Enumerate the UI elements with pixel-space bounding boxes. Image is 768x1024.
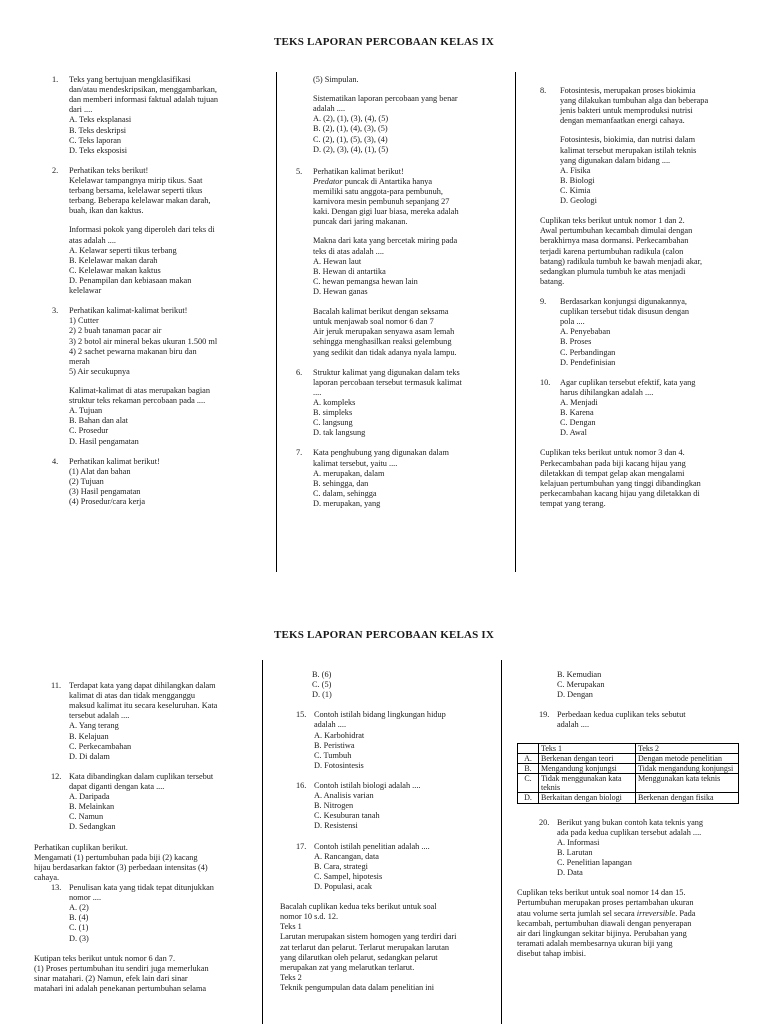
column-3: [540, 86, 740, 509]
passage-line: Teks 1: [280, 922, 302, 932]
option[interactable]: A. Teks eksplanasi: [69, 115, 132, 125]
question-4: [52, 457, 252, 508]
option[interactable]: A. Tujuan: [69, 406, 103, 416]
blank-line: [313, 227, 496, 236]
question-stem: Struktur kalimat yang digunakan dalam teks: [313, 367, 460, 377]
option[interactable]: B. Peristiwa: [314, 740, 355, 750]
question-12: [51, 772, 250, 833]
question-stem: Fotosintesis, merupakan proses biokimia: [560, 86, 696, 95]
question-stem-text: puncak di Antartika hanya: [342, 176, 433, 186]
passage: [34, 843, 250, 883]
question-2: [52, 166, 252, 296]
question-stem: Agar cuplikan tersebut efektif, kata yang: [560, 377, 696, 387]
question-number: 20.: [539, 817, 550, 827]
question-stem: [313, 177, 496, 187]
question-10: [540, 378, 740, 439]
question-stem: dengan memanfaatkan energi cahaya.: [560, 116, 685, 126]
passage-line: air dari lingkungan sekitar bijinya. Perubahan yang: [517, 928, 687, 938]
option[interactable]: C. Penelitian lapangan: [557, 858, 632, 868]
question-stem: 4) 2 sachet pewarna makanan biru dan: [69, 346, 197, 356]
option[interactable]: A. Menjadi: [560, 397, 598, 407]
question-stem: 3) 2 botol air mineral bekas ukuran 1.500 ml: [69, 336, 218, 346]
option[interactable]: B. Bahan dan alat: [69, 416, 128, 426]
question-stem: adalah ....: [313, 104, 346, 114]
passage-line: nomor 10 s.d. 12.: [280, 912, 339, 922]
option[interactable]: C. Perbandingan: [560, 347, 616, 357]
question-9: [540, 297, 740, 368]
question-17: [296, 842, 490, 893]
italic-term: irreversible: [636, 908, 676, 918]
option[interactable]: C. (1): [69, 923, 89, 933]
question-8: [540, 86, 740, 206]
option[interactable]: D. Penampilan dan kebiasaan makan: [69, 275, 192, 285]
option[interactable]: D. Resistensi: [314, 821, 358, 831]
passage-line: sinar matahari. (2) Namun, efek lain dari sinar: [34, 973, 188, 983]
option[interactable]: B. Larutan: [557, 848, 593, 857]
italic-term: Predator: [313, 176, 343, 186]
option[interactable]: B. Kelajuan: [69, 731, 109, 741]
option[interactable]: B. (4): [69, 913, 89, 923]
option[interactable]: A. Kelawar seperti tikus terbang: [69, 245, 177, 255]
option[interactable]: A. (2): [69, 903, 89, 913]
question-stem: yang dilakukan tumbuhan alga dan beberapa: [560, 96, 709, 106]
question-stem: ada pada kedua cuplikan tersebut adalah ....: [557, 827, 702, 837]
option[interactable]: A. kompleks: [313, 397, 356, 407]
question-stem: 5) Air secukupnya: [69, 366, 130, 376]
blank-line: [560, 126, 740, 135]
blank-line: [69, 377, 252, 386]
option[interactable]: A. Hewan laut: [313, 256, 362, 266]
option[interactable]: D. Geologi: [560, 196, 597, 206]
question-stem: yang digunakan dalam bidang ....: [560, 155, 671, 165]
question-number: 3.: [52, 306, 59, 316]
table-header: [518, 743, 539, 753]
table-cell: Tidak menggunakan kata teknis: [539, 774, 636, 793]
question-stem: kalimat di atas dan tidak mengganggu: [69, 691, 196, 701]
question-stem: Kata dibandingkan dalam cuplikan tersebut: [69, 771, 214, 781]
question-stem: merah: [69, 356, 90, 366]
question-number: 2.: [52, 165, 59, 175]
question-stem: Fotosintesis, biokimia, dan nutrisi dalam: [560, 135, 696, 145]
passage-line: yang dilarutkan oleh pelarut, sedangkan pelarut: [280, 952, 438, 962]
question-number: 13.: [51, 882, 62, 892]
question-stem: Contoh istilah penelitian adalah ....: [314, 841, 430, 851]
question-stem: Perhatikan kalimat berikut!: [69, 456, 160, 466]
question-stem: buah, ikan dan kaktus.: [69, 206, 144, 216]
passage-line: hijau berdasarkan faktor (3) perbedaan intensitas (4): [34, 862, 208, 872]
passage: [34, 954, 250, 994]
question-stem: jenis bakteri untuk memproduksi nutrisi: [560, 106, 693, 116]
question-stem: Teks yang bertujuan mengklasifikasi: [69, 75, 191, 84]
question-14-continued: [280, 670, 490, 700]
column-divider: [276, 72, 277, 572]
option[interactable]: C. Dengan: [560, 418, 596, 428]
option[interactable]: C. Merupakan: [557, 680, 605, 690]
passage-line: untuk menjawab soal nomor 6 dan 7: [313, 317, 434, 327]
passage-line: kecambah, pertumbuhan diawali dengan penyerapan: [517, 918, 692, 928]
question-number: 11.: [51, 681, 62, 690]
passage-line: Kutipan teks berikut untuk nomor 6 dan 7.: [34, 953, 176, 963]
passage-line: sedangkan plumula tumbuh ke atas menjadi: [540, 266, 686, 276]
question-stem: (3) Hasil pengamatan: [69, 486, 141, 496]
table-cell: Berkenan dengan fisika: [636, 793, 739, 803]
option[interactable]: D. Fotosintesis: [314, 760, 364, 770]
option[interactable]: kelelawar: [69, 286, 102, 296]
option[interactable]: C. langsung: [313, 418, 353, 428]
passage-line: tempat yang terang.: [540, 498, 606, 508]
passage-line: terjadi karena pertumbuhan radikula (calon: [540, 246, 684, 256]
question-number: 7.: [296, 448, 303, 458]
question-stem: karnivora mesin pembunuh sepanjang 27: [313, 197, 450, 207]
table-row[interactable]: [518, 763, 739, 773]
question-stem: memiliki satu anggota-para pembunuh,: [313, 186, 443, 196]
question-stem: terbang bersama, kelelawar seperti tikus: [69, 186, 203, 196]
question-5: [296, 167, 496, 297]
passage-line: Cuplikan teks berikut untuk soal nomor 14 dan 15.: [517, 888, 686, 898]
column-divider: [515, 72, 516, 572]
question-number: 4.: [52, 456, 59, 466]
question-stem: adalah ....: [557, 720, 590, 730]
passage-line: yang sedikit dan tidak adanya nyala lampu.: [313, 347, 457, 357]
option[interactable]: D. Data: [557, 868, 583, 878]
question-13: [51, 883, 250, 944]
option[interactable]: B. Hewan di antartika: [313, 266, 386, 276]
column-divider: [262, 660, 263, 1024]
option[interactable]: A. Karbohidrat: [314, 730, 365, 740]
table-cell: C.: [518, 774, 539, 793]
question-stem: (2) Tujuan: [69, 476, 104, 486]
column-1: [52, 75, 252, 517]
option[interactable]: B. Biologi: [560, 175, 595, 185]
question-stem: 2) 2 buah tanaman pacar air: [69, 326, 162, 336]
table-cell: Berkenan dengan teori: [539, 753, 636, 763]
passage-line: Air jeruk merupakan senyawa asam lemah: [313, 327, 455, 337]
column-2: [280, 670, 490, 993]
question-stem: (4) Prosedur/cara kerja: [69, 497, 146, 507]
question-11: [51, 681, 250, 762]
question-number: 5.: [296, 166, 303, 176]
table-row[interactable]: [518, 753, 739, 763]
question-stem: adalah ....: [314, 720, 347, 730]
passage-line: Bacalah kalimat berikut dengan seksama: [313, 307, 449, 317]
comparison-table: [517, 743, 739, 804]
question-stem: Berikut yang bukan contoh kata teknis yang: [557, 817, 704, 827]
passage-line: (1) Proses pertumbuhan itu sendiri juga memerlukan: [34, 963, 209, 973]
passage-line: kelajuan pertumbuhan yang tinggi dibandingkan: [540, 478, 701, 488]
question-stem: Terdapat kata yang dapat dihilangkan dalam: [69, 681, 216, 690]
passage-line: Teks 2: [280, 972, 302, 982]
question-stem: dan memberi informasi faktual adalah tujuan: [69, 95, 219, 105]
option[interactable]: D. Awal: [560, 428, 587, 438]
question-20: [539, 818, 743, 879]
question-stem: atas adalah ....: [69, 235, 116, 245]
option[interactable]: D. Hewan ganas: [313, 286, 368, 296]
passage-line: Mengamati (1) pertumbuhan pada biji (2) kacang: [34, 852, 198, 862]
question-stem: dan/atau mendeskripsikan, menggambarkan,: [69, 85, 217, 95]
option[interactable]: C. (5): [312, 680, 332, 690]
option[interactable]: B. Karena: [560, 408, 594, 418]
question-18-continued: [517, 670, 743, 700]
question-stem: nomor ....: [69, 893, 102, 903]
option[interactable]: C. Teks laporan: [69, 135, 122, 145]
option[interactable]: B. (2), (1), (4), (3), (5): [313, 124, 388, 134]
option[interactable]: A. Fisika: [560, 165, 591, 175]
table-cell: B.: [518, 763, 539, 773]
option[interactable]: A. Analisis varian: [314, 791, 374, 801]
option[interactable]: B. sehingga, dan: [313, 478, 369, 488]
option[interactable]: B. Kemudian: [557, 670, 602, 679]
passage-line: Perkecambahan pada biji kacang hijau yang: [540, 458, 686, 468]
option[interactable]: D. (1): [312, 690, 332, 700]
question-stem: Sistematikan laporan percobaan yang benar: [313, 94, 458, 104]
option[interactable]: B. simpleks: [313, 408, 353, 418]
passage-line: Pertumbuhan merupakan proses pertambahan ukuran: [517, 898, 694, 908]
option[interactable]: D. Teks eksposisi: [69, 145, 128, 155]
question-stem: teks di atas adalah ....: [313, 246, 384, 256]
option[interactable]: B. Proses: [560, 337, 592, 347]
question-1: [52, 75, 252, 156]
option[interactable]: B. Teks deskripsi: [69, 125, 127, 135]
page-title: TEKS LAPORAN PERCOBAAN KELAS IX: [273, 36, 495, 48]
option[interactable]: C. Kelelawar makan kaktus: [69, 265, 161, 275]
option[interactable]: C. Namun: [69, 812, 104, 822]
option[interactable]: D. Di dalam: [69, 751, 110, 761]
question-stem: 1) Cutter: [69, 316, 99, 326]
question-stem: kalimat tersebut, yaitu ....: [313, 458, 398, 468]
option[interactable]: B. (6): [312, 670, 332, 679]
question-number: 9.: [540, 296, 547, 306]
question-stem: Kalimat-kalimat di atas merupakan bagian: [69, 385, 210, 395]
option[interactable]: D. Pendefinisian: [560, 357, 616, 367]
passage-line: diletakkan di tempat gelap akan mengalami: [540, 468, 685, 478]
question-number: 16.: [296, 780, 307, 790]
passage-line: merupakan zat yang melarutkan terlarut.: [280, 962, 415, 972]
passage-text: . Pada: [675, 908, 696, 918]
table-cell: Tidak mengandung konjungsi: [636, 763, 739, 773]
passage-line: Awal pertumbuhan kecambah dimulai dengan: [540, 226, 693, 236]
table-header-row: [518, 743, 739, 753]
option[interactable]: C. Kimia: [560, 185, 591, 195]
table-cell: A.: [518, 753, 539, 763]
passage-line: sehingga menghasilkan reaksi gelembung: [313, 337, 452, 347]
passage-line: Cuplikan teks berikut untuk nomor 3 dan 4.: [540, 448, 685, 458]
option[interactable]: B. Nitrogen: [314, 801, 354, 811]
passage-line: Cuplikan teks berikut untuk nomor 1 dan 2.: [540, 216, 685, 226]
option[interactable]: A. Yang terang: [69, 721, 119, 731]
question-stem: Perhatikan teks berikut!: [69, 165, 149, 175]
passage-line: Bacalah cuplikan kedua teks berikut untuk soal: [280, 902, 437, 912]
passage: [540, 216, 740, 287]
question-stem: Contoh istilah biologi adalah ....: [314, 780, 421, 790]
question-stem: maksud kalimat itu secara keseluruhan. Kata: [69, 701, 218, 711]
table-header: Teks 2: [636, 743, 739, 753]
passage-line: Perhatikan cuplikan berikut.: [34, 842, 128, 852]
question-16: [296, 781, 490, 832]
option[interactable]: C. Tumbuh: [314, 750, 352, 760]
question-stem: struktur teks rekaman percobaan pada ....: [69, 396, 206, 406]
passage-line: berakhirnya masa dormansi. Perkecambahan: [540, 236, 689, 246]
passage-line: zat terlarut dan pelarut. Terlarut merupakan larutan: [280, 942, 450, 952]
passage-line: perkecambahan kacang hijau yang diletakkan di: [540, 488, 700, 498]
question-number: 8.: [540, 86, 547, 95]
question-stem: Kata penghubung yang digunakan dalam: [313, 448, 449, 458]
column-3: [517, 670, 743, 959]
table-cell: Mengandung konjungsi: [539, 763, 636, 773]
option[interactable]: A. Penyebaban: [560, 327, 611, 337]
question-number: 17.: [296, 841, 307, 851]
question-stem: Kelelawar tampangnya mirip tikus. Saat: [69, 175, 203, 185]
table-header: Teks 1: [539, 743, 636, 753]
passage-line: batang.: [540, 276, 565, 286]
option[interactable]: D. Populasi, acak: [314, 881, 373, 891]
option[interactable]: D. tak langsung: [313, 428, 366, 438]
passage-line: Teknik pengumpulan data dalam penelitian ini: [280, 982, 435, 992]
option[interactable]: D. (3): [69, 933, 89, 943]
option[interactable]: C. Sampel, hipotesis: [314, 871, 383, 881]
option[interactable]: C. hewan pemangsa hewan lain: [313, 276, 418, 286]
passage-line: cahaya.: [34, 872, 60, 882]
option[interactable]: C. (2), (1), (5), (3), (4): [313, 134, 388, 144]
question-4-continued: [296, 75, 496, 155]
option[interactable]: A. merupakan, dalam: [313, 468, 385, 478]
option[interactable]: D. Hasil pengamatan: [69, 436, 139, 446]
question-stem: Penulisan kata yang tidak tepat ditunjukkan: [69, 882, 214, 892]
table-row[interactable]: [518, 774, 739, 793]
question-7: [296, 448, 496, 509]
list-item: (5) Simpulan.: [313, 75, 359, 84]
question-number: 1.: [52, 75, 59, 84]
option[interactable]: A. Rancangan, data: [314, 851, 379, 861]
question-19: [517, 710, 743, 730]
table-cell: Berkaitan dengan biologi: [539, 793, 636, 803]
option[interactable]: B. Cara, strategi: [314, 861, 368, 871]
question-number: 19.: [539, 710, 550, 720]
question-stem: ....: [313, 387, 322, 397]
option[interactable]: A. Daripada: [69, 792, 110, 802]
question-stem: harus dihilangkan adalah ....: [560, 387, 654, 397]
column-1: [34, 681, 250, 994]
question-stem: (1) Alat dan bahan: [69, 466, 131, 476]
table-row[interactable]: [518, 793, 739, 803]
table-cell: Menggunakan kata teknis: [636, 774, 739, 793]
question-6: [296, 368, 496, 439]
option[interactable]: C. Prosedur: [69, 426, 109, 436]
page-title: TEKS LAPORAN PERCOBAAN KELAS IX: [273, 629, 495, 641]
question-stem: Perhatikan kalimat-kalimat berikut!: [69, 306, 188, 316]
question-3: [52, 306, 252, 446]
option[interactable]: A. (2), (1), (3), (4), (5): [313, 114, 389, 124]
question-stem: laporan percobaan tersebut termasuk kalimat: [313, 377, 462, 387]
question-15: [296, 710, 490, 771]
question-stem: Informasi pokok yang diperoleh dari teks di: [69, 225, 215, 235]
passage: [517, 888, 743, 959]
option[interactable]: C. Perkecambahan: [69, 741, 132, 751]
passage-text: atau volume serta jumlah sel secara: [517, 908, 637, 918]
question-stem: puncak dari jaring makanan.: [313, 217, 408, 227]
option[interactable]: D. Sedangkan: [69, 822, 116, 832]
question-number: 12.: [51, 771, 62, 781]
table-cell: D.: [518, 793, 539, 803]
option[interactable]: B. Kelelawar makan darah: [69, 255, 158, 265]
option[interactable]: C. dalam, sehingga: [313, 488, 377, 498]
question-number: 6.: [296, 367, 303, 377]
option[interactable]: D. (2), (3), (4), (1), (5): [313, 144, 389, 154]
passage-line: matahari ini adalah penekanan pertumbuhan selama: [34, 983, 207, 993]
column-divider: [501, 660, 502, 1024]
question-stem: Perbedaan kedua cuplikan teks sebutut: [557, 710, 686, 720]
passage-line: Larutan merupakan sistem homogen yang terdiri dari: [280, 932, 457, 942]
passage-line: [517, 909, 743, 919]
passage: [540, 448, 740, 509]
option[interactable]: A. Informasi: [557, 837, 600, 847]
passage: [296, 307, 496, 358]
option[interactable]: C. Kesuburan tanah: [314, 811, 380, 821]
question-stem: kalimat tersebut merupakan istilah teknis: [560, 145, 697, 155]
question-stem: dari ....: [69, 105, 93, 115]
table-cell: Dengan metode penelitian: [636, 753, 739, 763]
question-stem: Perhatikan kalimat berikut!: [313, 166, 404, 176]
passage-line: disebut tahap imbisi.: [517, 948, 586, 958]
question-stem: pola ....: [560, 317, 585, 327]
question-stem: terbang. Beberapa kelelawar makan darah,: [69, 196, 211, 206]
option[interactable]: B. Melainkan: [69, 802, 115, 812]
blank-line: [69, 216, 252, 225]
passage-line: batang) radikula tumbuh ke bawah menjadi akar,: [540, 256, 703, 266]
question-stem: Makna dari kata yang bercetak miring pada: [313, 236, 458, 246]
column-2: [296, 75, 496, 519]
question-stem: tersebut adalah ....: [69, 711, 130, 721]
passage: [280, 902, 490, 993]
question-stem: kaki. Dengan gigi luar biasa, mereka adalah: [313, 207, 459, 217]
question-number: 15.: [296, 710, 307, 720]
option[interactable]: D. Dengan: [557, 690, 593, 700]
question-number: 10.: [540, 377, 551, 387]
question-stem: Berdasarkan konjungsi digunakannya,: [560, 296, 687, 306]
question-stem: dapat diganti dengan kata ....: [69, 781, 165, 791]
option[interactable]: D. merupakan, yang: [313, 498, 381, 508]
passage-line: teramati adalah membesarnya ukuran biji yang: [517, 938, 673, 948]
question-stem: Contoh istilah bidang lingkungan hidup: [314, 710, 446, 720]
question-stem: cuplikan tersebut tidak disusun dengan: [560, 307, 690, 317]
